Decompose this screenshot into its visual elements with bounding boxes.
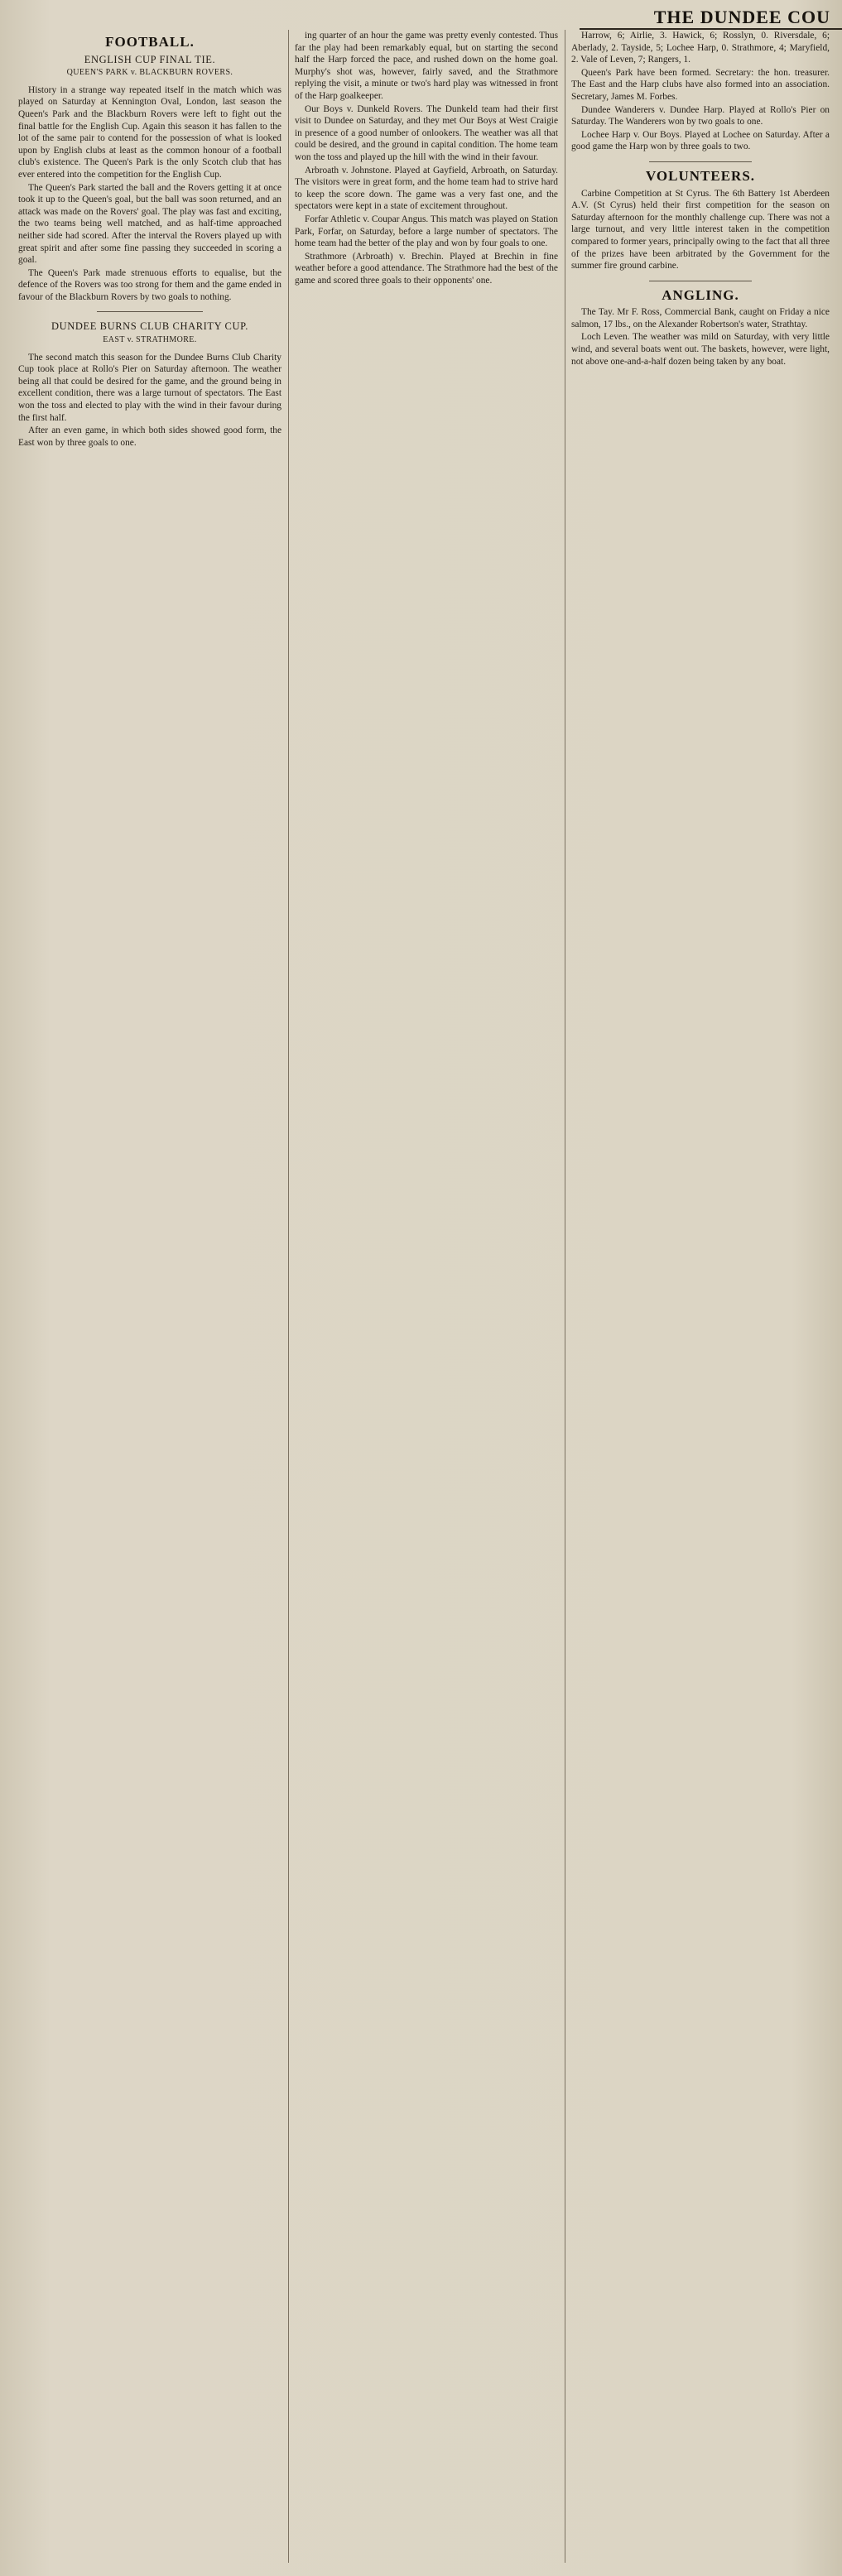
section-title-football: FOOTBALL.: [105, 34, 195, 50]
article-paragraph: History in a strange way repeated itself in the match which was played on Saturday at Kennington Oval, London, last season the Queen's Park and the Blackburn Rovers were left to fight out the final battle for the English Cup. Again this season it has fallen to the lot of the same pair to contend for the possession of what is looked upon by English clubs at least as the common honour of a football club's existence. The Queen's Park is the only Scotch club that has ever entered into the competition for the English Cup.: [18, 84, 281, 180]
column-right: [571, 30, 830, 2563]
column-middle: [295, 30, 558, 2563]
section-title-volunteers: VOLUNTEERS.: [645, 167, 756, 184]
article-paragraph: Queen's Park have been formed. Secretary: the hon. treasurer. The East and the Harp clubs have also formed into an association. Secretary, James M. Forbes.: [571, 67, 830, 102]
article-paragraph: The second match this season for the Dundee Burns Club Charity Cup took place at Rollo's Pier on Saturday afternoon. The weather being all that could be desired for the game, and the ground being in excellent condition, there was a large turnout of spectators. The East won the toss and elected to play with the wind in their favour during the first half.: [18, 352, 281, 423]
article-heading: ENGLISH CUP FINAL TIE.: [84, 53, 216, 65]
column-rule: [288, 30, 289, 2563]
article-paragraph: Our Boys v. Dunkeld Rovers. The Dunkeld team had their first visit to Dundee on Saturday, and they met Our Boys at West Craigie in presence of a good number of onlookers. The weather was all that could be desired, and the ground in capital condition. The home team won the toss and played up the hill with the wind in their favour.: [295, 103, 558, 162]
article-paragraph: Dundee Wanderers v. Dundee Harp. Played at Rollo's Pier on Saturday. The Wanderers won by two goals to one.: [571, 104, 830, 127]
section-divider: [97, 311, 202, 312]
article-paragraph: After an even game, in which both sides showed good form, the East won by three goals to one.: [18, 425, 281, 448]
article-paragraph: Loch Leven. The weather was mild on Saturday, with very little wind, and several boats went out. The baskets, however, were light, not above one-and-a-half dozen being taken by any boat.: [571, 332, 830, 367]
article-paragraph: Lochee Harp v. Our Boys. Played at Lochee on Saturday. After a good game the Harp won by three goals to two.: [571, 129, 830, 152]
article-heading: DUNDEE BURNS CLUB CHARITY CUP.: [51, 320, 249, 333]
column-left: [18, 30, 281, 2563]
article-paragraph: The Queen's Park made strenuous efforts to equalise, but the defence of the Rovers was too strong for them and the game ended in favour of the Blackburn Rovers by two goals to nothing.: [18, 267, 281, 302]
article-subheading: EAST v. STRATHMORE.: [103, 335, 197, 345]
section-title-angling: ANGLING.: [662, 286, 739, 303]
article-subheading: QUEEN'S PARK v. BLACKBURN ROVERS.: [66, 68, 233, 78]
section-divider: [649, 161, 753, 162]
article-paragraph: Carbine Competition at St Cyrus. The 6th Battery 1st Aberdeen A.V. (St Cyrus) held their first competition for the season on Saturday afternoon for the monthly challenge cup. There was not a large turnout, and very little interest taken in the competition compared to former years, principally owing to the fact that all three of the prizes have been arbitrated by the Government for the summer fire ground carbine.: [571, 188, 830, 272]
running-title: THE DUNDEE COU: [580, 7, 842, 30]
article-paragraph: The Tay. Mr F. Ross, Commercial Bank, caught on Friday a nice salmon, 17 lbs., on the Alexander Robertson's water, Strathtay.: [571, 307, 830, 329]
article-paragraph: Strathmore (Arbroath) v. Brechin. Played at Brechin in fine weather before a good attendance. The Strathmore had the best of the game and scored three goals to their opponents' one.: [295, 251, 558, 286]
article-paragraph: The Queen's Park started the ball and the Rovers getting it at once took it up to the Queen's goal, but the ball was soon returned, and an attack was made on the Rovers' goal. The play was fast and exciting, the two teams being well matched, and as half-time approached neither side had scored. After the interval the Rovers played up with great spirit and after some fine passing they succeeded in scoring a goal.: [18, 182, 281, 266]
article-paragraph: Forfar Athletic v. Coupar Angus. This match was played on Station Park, Forfar, on Saturday, before a large number of spectators. The home team had the better of the play and won by four goals to one.: [295, 214, 558, 249]
article-paragraph: ing quarter of an hour the game was pretty evenly contested. Thus far the play had been remarkably equal, but on starting the second half the Harp forced the pace, and rushed down on the home goal. Murphy's shot was, however, fairly saved, and the Strathmore replying the visit, a minute or two's hard play was witnessed in front of the Harp goalkeeper.: [295, 31, 558, 101]
article-paragraph: Arbroath v. Johnstone. Played at Gayfield, Arbroath, on Saturday. The visitors were in great form, and the home team had to strive hard to keep the score down. The game was a very fast one, and the spectators were kept in a state of excitement throughout.: [295, 165, 558, 212]
article-paragraph: Harrow, 6; Airlie, 3. Hawick, 6; Rosslyn, 0. Riversdale, 6; Aberlady, 2. Tayside, 5; Lochee Harp, 0. Strathmore, 4; Maryfield, 2. Vale of Leven, 7; Rangers, 1.: [571, 31, 830, 65]
